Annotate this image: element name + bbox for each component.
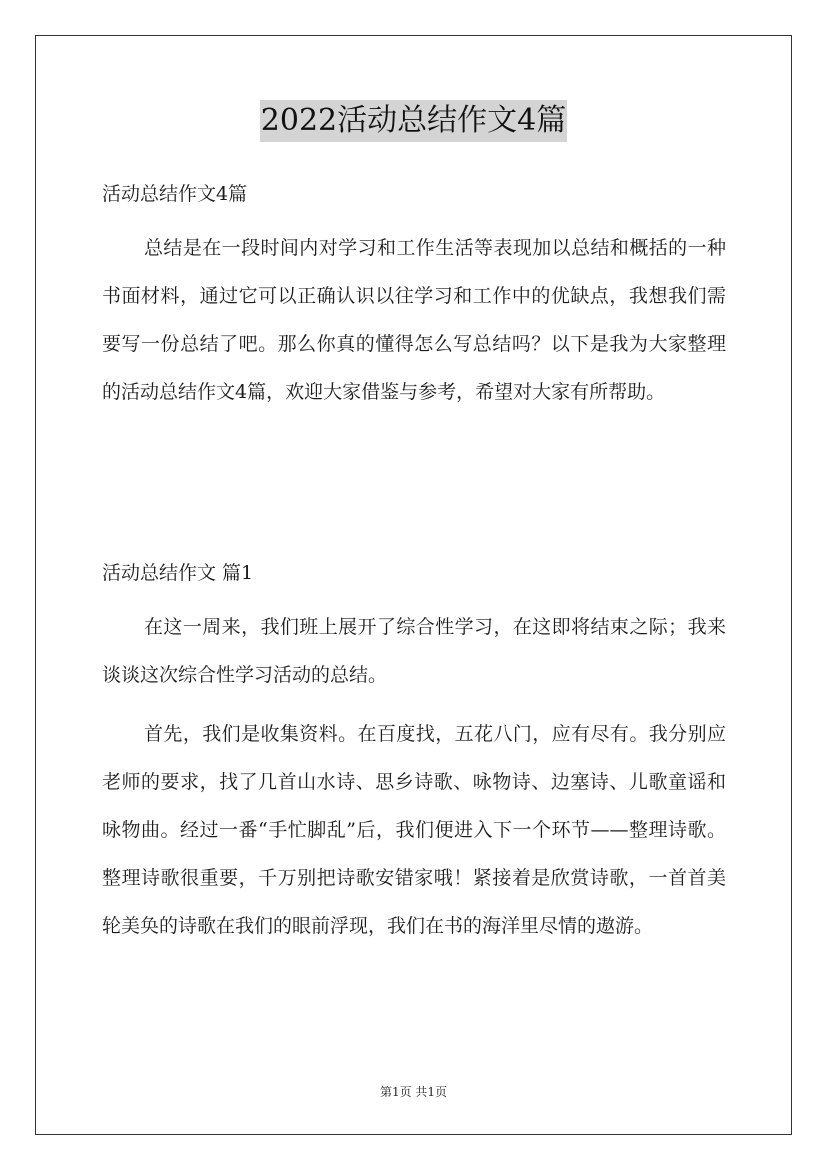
section-1-paragraph-1: 在这一周来，我们班上展开了综合性学习，在这即将结束之际；我来谈谈这次综合性学习活动的总结。 bbox=[102, 616, 726, 686]
title-container bbox=[0, 100, 827, 142]
section-1-heading: 活动总结作文 篇1 bbox=[102, 562, 254, 584]
intro-paragraph: 总结是在一段时间内对学习和工作生活等表现加以总结和概括的一种书面材料，通过它可以正确认识以往学习和工作中的优缺点，我想我们需要写一份总结了吧。那么你真的懂得怎么写总结吗？以下是我为大家整理的活动总结作文4篇，欢迎大家借鉴与参考，希望对大家有所帮助。 bbox=[102, 237, 726, 403]
page-footer: 第1页 共1页 bbox=[379, 1085, 448, 1099]
document-subtitle: 活动总结作文4篇 bbox=[102, 183, 248, 205]
section-1-paragraph-2: 首先，我们是收集资料。在百度找，五花八门，应有尽有。我分别应老师的要求，找了几首山水诗、思乡诗歌、咏物诗、边塞诗、儿歌童谣和咏物曲。经过一番“手忙脚乱”后，我们便进入下一个环节——整理诗歌。整理诗歌很重要，千万别把诗歌安错家哦！紧接着是欣赏诗歌，一首首美轮美奂的诗歌在我们的眼前浮现，我们在书的海洋里尽情的遨游。 bbox=[102, 723, 726, 937]
document-title: 2022活动总结作文4篇 bbox=[260, 100, 567, 142]
